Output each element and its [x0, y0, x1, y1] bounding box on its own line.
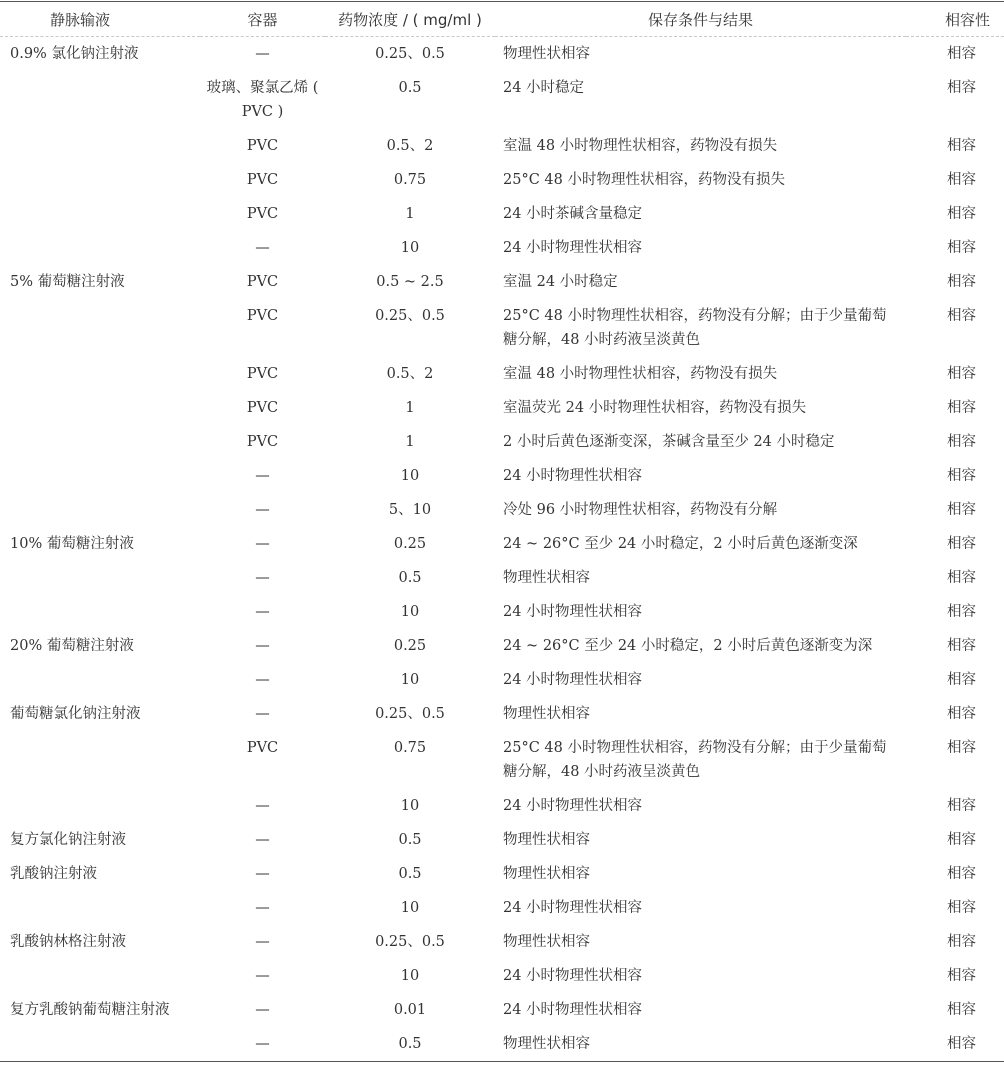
cell-compatibility: 相容 — [947, 434, 976, 450]
table-row — [0, 697, 1004, 731]
cell-storage-conditions: 2 小时后黄色逐渐变深，茶碱含量至少 24 小时稳定 — [503, 434, 835, 450]
cell-compatibility: 相容 — [947, 138, 976, 154]
cell-storage-conditions: 物理性状相容 — [503, 46, 590, 62]
cell-concentration: 0.25、0.5 — [375, 706, 445, 722]
cell-storage-conditions: 物理性状相容 — [503, 1036, 590, 1052]
document-page — [0, 1, 1004, 1077]
table-row — [0, 299, 1004, 357]
table-row — [0, 629, 1004, 663]
cell-container: — — [255, 502, 270, 518]
cell-iv-fluid: 5% 葡萄糖注射液 — [10, 274, 125, 290]
table-row — [0, 595, 1004, 629]
cell-concentration: 0.5 — [398, 1036, 422, 1052]
cell-compatibility: 相容 — [947, 536, 976, 552]
header-container: 容器 — [200, 2, 325, 37]
cell-container: — — [255, 468, 270, 484]
cell-storage-conditions: 25°C 48 小时物理性状相容，药物没有损失 — [503, 172, 785, 188]
cell-storage-conditions: 物理性状相容 — [503, 934, 590, 950]
cell-iv-fluid — [0, 231, 200, 265]
cell-compatibility: 相容 — [947, 240, 976, 256]
table-row — [0, 663, 1004, 697]
cell-iv-fluid — [0, 891, 200, 925]
table-row — [0, 197, 1004, 231]
cell-storage-conditions: 24 小时稳定 — [503, 80, 585, 96]
header-concentration: 药物浓度 / ( mg/ml ) — [325, 2, 495, 37]
cell-concentration: 1 — [405, 206, 415, 222]
cell-container: — — [255, 672, 270, 688]
cell-storage-conditions: 室温荧光 24 小时物理性状相容，药物没有损失 — [503, 400, 807, 416]
table-row — [0, 925, 1004, 959]
cell-concentration: 10 — [400, 604, 420, 620]
cell-container: — — [255, 1036, 270, 1052]
table-row — [0, 425, 1004, 459]
cell-iv-fluid — [0, 595, 200, 629]
cell-storage-conditions: 24 小时物理性状相容 — [503, 240, 643, 256]
cell-storage-conditions: 室温 48 小时物理性状相容，药物没有损失 — [503, 366, 778, 382]
header-compatibility: 相容性 — [906, 2, 1004, 37]
cell-container: PVC — [246, 740, 279, 756]
cell-container: — — [255, 570, 270, 586]
cell-compatibility: 相容 — [947, 866, 976, 882]
cell-compatibility: 相容 — [947, 638, 976, 654]
cell-compatibility: 相容 — [947, 1002, 976, 1018]
table-row — [0, 993, 1004, 1027]
cell-iv-fluid — [0, 299, 200, 357]
cell-container: PVC — [246, 206, 279, 222]
cell-storage-conditions: 室温 24 小时稳定 — [503, 274, 618, 290]
cell-compatibility: 相容 — [947, 400, 976, 416]
cell-compatibility: 相容 — [947, 934, 976, 950]
cell-storage-conditions: 25°C 48 小时物理性状相容，药物没有分解；由于少量葡萄糖分解，48 小时药液呈淡黄色 — [503, 740, 887, 780]
cell-container: — — [255, 866, 270, 882]
cell-compatibility: 相容 — [947, 740, 976, 756]
cell-compatibility: 相容 — [947, 706, 976, 722]
table-row — [0, 1027, 1004, 1062]
cell-iv-fluid — [0, 357, 200, 391]
cell-storage-conditions: 25°C 48 小时物理性状相容，药物没有分解；由于少量葡萄糖分解，48 小时药液呈淡黄色 — [503, 308, 887, 348]
cell-iv-fluid — [0, 663, 200, 697]
cell-concentration: 5、10 — [388, 502, 432, 518]
cell-iv-fluid — [0, 561, 200, 595]
cell-compatibility: 相容 — [947, 308, 976, 324]
table-row — [0, 959, 1004, 993]
cell-iv-fluid — [0, 129, 200, 163]
cell-container: PVC — [246, 172, 279, 188]
cell-iv-fluid — [0, 789, 200, 823]
cell-compatibility: 相容 — [947, 468, 976, 484]
cell-compatibility: 相容 — [947, 274, 976, 290]
cell-iv-fluid: 20% 葡萄糖注射液 — [10, 638, 134, 654]
cell-iv-fluid — [0, 71, 200, 129]
cell-container: — — [255, 900, 270, 916]
cell-iv-fluid — [0, 959, 200, 993]
cell-container: — — [255, 46, 270, 62]
cell-compatibility: 相容 — [947, 46, 976, 62]
cell-concentration: 0.5 — [398, 80, 422, 96]
cell-container: PVC — [246, 400, 279, 416]
cell-concentration: 10 — [400, 968, 420, 984]
cell-storage-conditions: 物理性状相容 — [503, 570, 590, 586]
cell-compatibility: 相容 — [947, 968, 976, 984]
cell-compatibility: 相容 — [947, 1036, 976, 1052]
cell-container: PVC — [246, 434, 279, 450]
table-row — [0, 71, 1004, 129]
cell-container: — — [255, 832, 270, 848]
cell-container: — — [255, 604, 270, 620]
cell-iv-fluid: 10% 葡萄糖注射液 — [10, 536, 134, 552]
table-row — [0, 493, 1004, 527]
cell-storage-conditions: 24 小时物理性状相容 — [503, 798, 643, 814]
table-row — [0, 391, 1004, 425]
cell-compatibility: 相容 — [947, 80, 976, 96]
cell-concentration: 10 — [400, 900, 420, 916]
cell-iv-fluid: 葡萄糖氯化钠注射液 — [10, 706, 141, 722]
cell-compatibility: 相容 — [947, 366, 976, 382]
cell-concentration: 10 — [400, 798, 420, 814]
cell-iv-fluid — [0, 459, 200, 493]
cell-concentration: 0.5 — [398, 570, 422, 586]
cell-compatibility: 相容 — [947, 672, 976, 688]
cell-concentration: 0.25、0.5 — [375, 934, 445, 950]
table-row — [0, 163, 1004, 197]
cell-storage-conditions: 冷处 96 小时物理性状相容，药物没有分解 — [503, 502, 778, 518]
cell-concentration: 0.25 — [393, 638, 427, 654]
cell-concentration: 0.75 — [393, 172, 427, 188]
cell-concentration: 0.25 — [393, 536, 427, 552]
cell-container: — — [255, 968, 270, 984]
cell-concentration: 0.25、0.5 — [375, 308, 445, 324]
cell-container: — — [255, 798, 270, 814]
cell-concentration: 0.5、2 — [386, 366, 434, 382]
header-storage-conditions: 保存条件与结果 — [495, 2, 906, 37]
cell-container: — — [255, 1002, 270, 1018]
table-row — [0, 731, 1004, 789]
cell-container: PVC — [246, 138, 279, 154]
cell-iv-fluid — [0, 493, 200, 527]
cell-iv-fluid — [0, 391, 200, 425]
table-row — [0, 265, 1004, 299]
cell-storage-conditions: 24 ~ 26°C 至少 24 小时稳定，2 小时后黄色逐渐变为深 — [503, 638, 873, 654]
header-iv-fluid: 静脉输液 — [0, 2, 200, 37]
cell-container: — — [255, 536, 270, 552]
cell-iv-fluid — [0, 731, 200, 789]
cell-iv-fluid: 复方乳酸钠葡萄糖注射液 — [10, 1002, 170, 1018]
cell-container: — — [255, 706, 270, 722]
cell-container: 玻璃、聚氯乙烯 ( PVC ) — [206, 80, 319, 120]
cell-iv-fluid: 0.9% 氯化钠注射液 — [10, 46, 139, 62]
table-row — [0, 231, 1004, 265]
cell-container: — — [255, 638, 270, 654]
cell-concentration: 0.5 ~ 2.5 — [376, 274, 444, 290]
table-row — [0, 857, 1004, 891]
cell-concentration: 10 — [400, 672, 420, 688]
cell-storage-conditions: 24 小时茶碱含量稳定 — [503, 206, 643, 222]
cell-storage-conditions: 24 小时物理性状相容 — [503, 604, 643, 620]
cell-container: — — [255, 934, 270, 950]
cell-iv-fluid: 乳酸钠注射液 — [10, 866, 97, 882]
cell-storage-conditions: 24 小时物理性状相容 — [503, 672, 643, 688]
cell-iv-fluid: 复方氯化钠注射液 — [10, 832, 126, 848]
cell-compatibility: 相容 — [947, 206, 976, 222]
cell-concentration: 1 — [405, 434, 415, 450]
table-row — [0, 459, 1004, 493]
cell-concentration: 10 — [400, 468, 420, 484]
table-row — [0, 527, 1004, 561]
cell-concentration: 0.75 — [393, 740, 427, 756]
cell-concentration: 0.5、2 — [386, 138, 434, 154]
cell-iv-fluid: 乳酸钠林格注射液 — [10, 934, 126, 950]
cell-storage-conditions: 24 ~ 26°C 至少 24 小时稳定，2 小时后黄色逐渐变深 — [503, 536, 858, 552]
cell-storage-conditions: 物理性状相容 — [503, 706, 590, 722]
cell-storage-conditions: 室温 48 小时物理性状相容，药物没有损失 — [503, 138, 778, 154]
cell-concentration: 0.01 — [393, 1002, 427, 1018]
cell-storage-conditions: 24 小时物理性状相容 — [503, 968, 643, 984]
cell-compatibility: 相容 — [947, 502, 976, 518]
cell-storage-conditions: 24 小时物理性状相容 — [503, 1002, 643, 1018]
cell-iv-fluid — [0, 425, 200, 459]
cell-concentration: 1 — [405, 400, 415, 416]
cell-storage-conditions: 物理性状相容 — [503, 866, 590, 882]
cell-compatibility: 相容 — [947, 900, 976, 916]
table-row — [0, 891, 1004, 925]
cell-compatibility: 相容 — [947, 798, 976, 814]
cell-iv-fluid — [0, 1027, 200, 1062]
table-row — [0, 789, 1004, 823]
cell-storage-conditions: 24 小时物理性状相容 — [503, 468, 643, 484]
cell-compatibility: 相容 — [947, 172, 976, 188]
cell-compatibility: 相容 — [947, 832, 976, 848]
table-header — [0, 2, 1004, 37]
table-row — [0, 357, 1004, 391]
cell-container: PVC — [246, 274, 279, 290]
cell-concentration: 0.5 — [398, 832, 422, 848]
compatibility-table — [0, 1, 1004, 1062]
header-row — [0, 2, 1004, 37]
cell-concentration: 0.5 — [398, 866, 422, 882]
cell-concentration: 10 — [400, 240, 420, 256]
table-row — [0, 823, 1004, 857]
cell-compatibility: 相容 — [947, 604, 976, 620]
cell-compatibility: 相容 — [947, 570, 976, 586]
cell-storage-conditions: 24 小时物理性状相容 — [503, 900, 643, 916]
cell-concentration: 0.25、0.5 — [375, 46, 445, 62]
table-row — [0, 37, 1004, 72]
table-row — [0, 129, 1004, 163]
table-body — [0, 37, 1004, 1062]
cell-iv-fluid — [0, 163, 200, 197]
cell-storage-conditions: 物理性状相容 — [503, 832, 590, 848]
cell-container: PVC — [246, 366, 279, 382]
cell-container: — — [255, 240, 270, 256]
table-row — [0, 561, 1004, 595]
cell-container: PVC — [246, 308, 279, 324]
cell-iv-fluid — [0, 197, 200, 231]
